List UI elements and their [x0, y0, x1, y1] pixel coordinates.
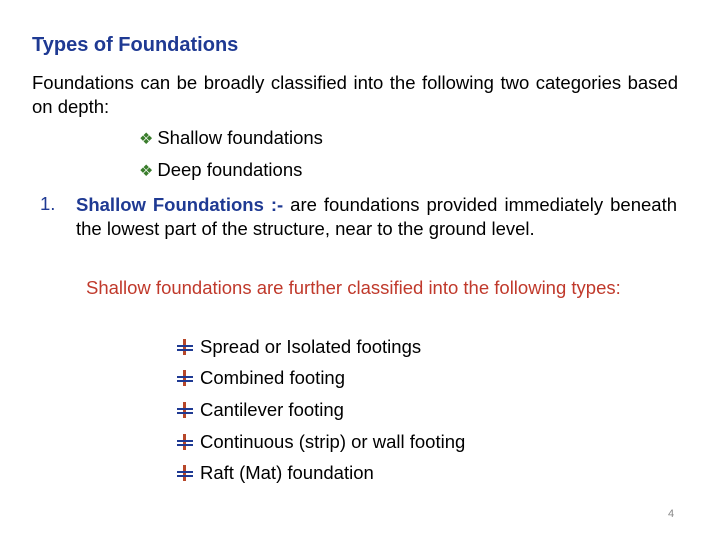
page-number: 4 — [668, 508, 675, 520]
category-item-deep — [139, 159, 302, 181]
section-heading: Shallow Foundations :- — [76, 194, 284, 215]
plus-arrow-bullet-icon — [176, 401, 194, 419]
plus-arrow-bullet-icon — [176, 433, 194, 451]
list-item — [176, 426, 465, 458]
list-item — [176, 331, 465, 363]
section-number: 1. — [40, 193, 56, 214]
types-list — [176, 331, 465, 489]
plus-arrow-bullet-icon — [176, 369, 194, 387]
plus-arrow-bullet-icon — [176, 464, 194, 482]
intro-text: Foundations can be broadly classified into the following two categories based on depth: — [32, 72, 678, 117]
diamond-bullet-icon: ❖ — [139, 163, 154, 180]
list-item — [176, 457, 465, 489]
type-label: Spread or Isolated footings — [200, 335, 422, 357]
list-item — [176, 363, 465, 395]
type-label: Raft (Mat) foundation — [200, 462, 374, 484]
list-item — [176, 394, 465, 426]
category-item-shallow — [139, 127, 323, 149]
plus-arrow-bullet-icon — [176, 338, 194, 356]
slide-title: Types of Foundations — [32, 34, 239, 56]
category-label: Deep foundations — [157, 159, 303, 180]
definition-text: are foundations provided immediately beneath the lowest part of the structure, near to the ground level. — [76, 194, 678, 239]
type-label: Continuous (strip) or wall footing — [200, 430, 466, 452]
section-note: Shallow foundations are further classified into the following types: — [86, 277, 621, 298]
diamond-bullet-icon: ❖ — [139, 131, 154, 148]
type-label: Cantilever footing — [200, 398, 344, 420]
category-label: Shallow foundations — [157, 127, 323, 148]
section-definition — [76, 193, 677, 241]
type-label: Combined footing — [200, 367, 346, 389]
